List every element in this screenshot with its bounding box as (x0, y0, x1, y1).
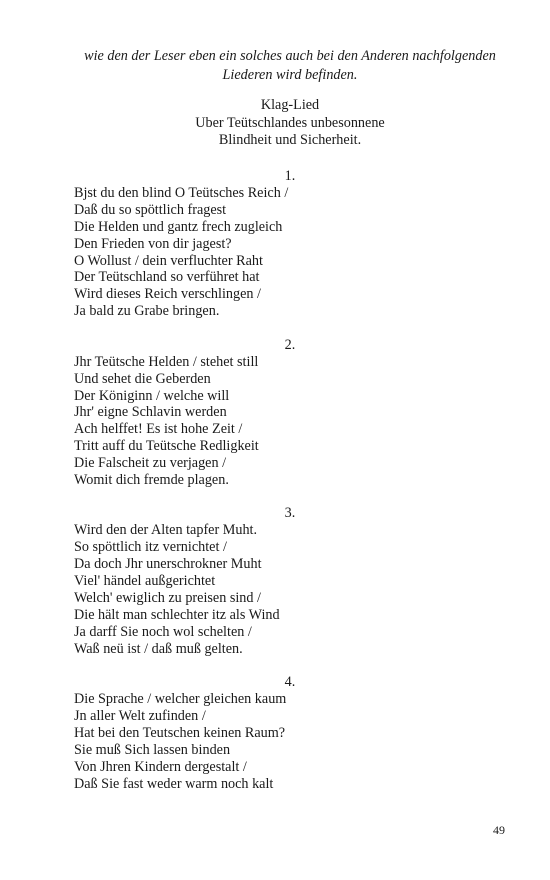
verse-line: Sie muß Sich lassen binden (74, 741, 231, 758)
verse-line: Die Falscheit zu verjagen / (74, 455, 227, 472)
verse-line: Den Frieden von dir jagest? (74, 235, 232, 252)
stanza-number: 3. (284, 505, 296, 522)
verse-line: O Wollust / dein verfluchter Raht (74, 252, 263, 269)
verse-line: Womit dich fremde plagen. (74, 471, 229, 488)
verse-line: Daß du so spöttlich fragest (74, 201, 227, 218)
stanza-number: 1. (284, 168, 296, 184)
verse-line: Jn aller Welt zufinden / (74, 708, 206, 725)
verse-line: Welch' ewiglich zu preisen sind / (74, 590, 261, 606)
verse-line: Und sehet die Geberden (74, 370, 211, 387)
verse-line: Da doch Jhr unerschrokner Muht (74, 556, 262, 573)
verse-line: Ja bald zu Grabe bringen. (74, 303, 220, 320)
verse-line: Waß neü ist / daß muß gelten. (74, 640, 243, 657)
verse-line: Ja darff Sie noch wol schelten / (74, 623, 252, 640)
poem-heading (60, 97, 520, 150)
poem-body (74, 168, 514, 809)
verse-line: Bjst du den blind O Teütsches Reich / (74, 185, 289, 201)
intro-line: Liederen wird befinden. (222, 67, 358, 83)
stanza-number: 4. (284, 674, 296, 691)
verse-line: Der Teütschland so verführet hat (74, 269, 260, 286)
verse-line: Von Jhren Kindern dergestalt / (74, 758, 247, 775)
stanza-number: 2. (284, 336, 296, 353)
page-number: 49 (493, 823, 505, 837)
stanza (74, 505, 514, 657)
verse-line: Daß Sie fast weder warm noch kalt (74, 775, 274, 792)
stanza (74, 674, 514, 792)
verse-line: So spöttlich itz vernichtet / (74, 539, 227, 556)
poem-subtitle-line: Uber Teütschlandes unbesonnene (195, 114, 385, 131)
poem-title: Klag-Lied (260, 97, 320, 113)
verse-line: Hat bei den Teutschen keinen Raum? (74, 724, 286, 741)
intro-text (60, 47, 520, 85)
verse-line: Viel' händel außgerichtet (74, 573, 216, 590)
stanza (74, 168, 514, 320)
verse-line: Die Helden und gantz frech zugleich (74, 218, 283, 235)
verse-line: Wird den der Alten tapfer Muht. (74, 522, 258, 539)
poem-subtitle-line: Blindheit und Sicherheit. (218, 132, 362, 148)
verse-line: Der Königinn / welche will (74, 387, 230, 404)
stanza (74, 337, 514, 489)
verse-line: Wird dieses Reich verschlingen / (74, 286, 261, 303)
verse-line: Die Sprache / welcher gleichen kaum (74, 691, 287, 708)
verse-line: Jhr Teütsche Helden / stehet still (74, 353, 259, 370)
verse-line: Tritt auff du Teütsche Redligkeit (74, 438, 259, 455)
verse-line: Die hält man schlechter itz als Wind (74, 606, 280, 623)
verse-line: Ach helffet! Es ist hohe Zeit / (74, 421, 243, 438)
intro-line: wie den der Leser eben ein solches auch bei den Anderen nachfolgenden (84, 48, 496, 64)
verse-line: Jhr' eigne Schlavin werden (74, 404, 227, 421)
